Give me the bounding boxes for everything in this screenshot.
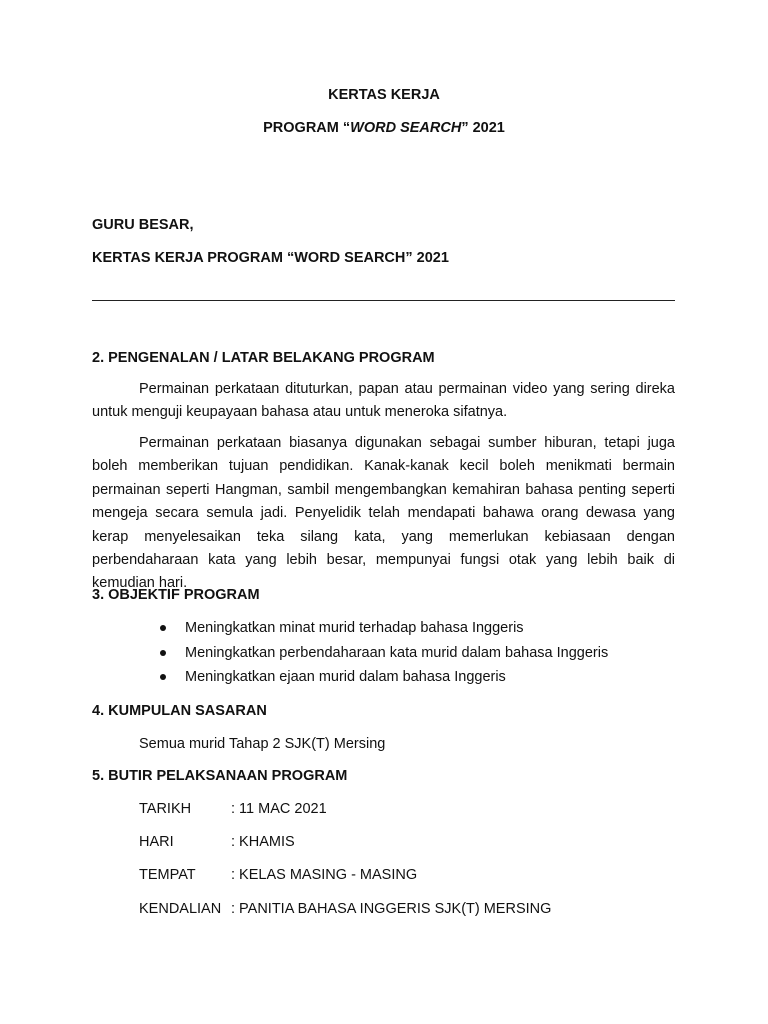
- subtitle-prefix: PROGRAM “: [263, 120, 351, 136]
- detail-value-organizer: : PANITIA BAHASA INGGERIS SJK(T) MERSING: [231, 901, 552, 917]
- addressee: GURU BESAR,: [92, 217, 194, 233]
- detail-label-date: TARIKH: [139, 801, 192, 817]
- subject-line: KERTAS KERJA PROGRAM “WORD SEARCH” 2021: [92, 250, 449, 266]
- list-item: [160, 643, 608, 668]
- subtitle-suffix: ” 2021: [461, 120, 505, 136]
- section-heading-details: 5. BUTIR PELAKSANAAN PROGRAM: [92, 768, 348, 784]
- list-item: [160, 618, 608, 643]
- objective-text: Meningkatkan perbendaharaan kata murid dalam bahasa Inggeris: [185, 644, 609, 661]
- detail-value-venue: : KELAS MASING - MASING: [231, 867, 418, 883]
- divider-line: [92, 300, 675, 301]
- bullet-icon: [160, 650, 166, 656]
- list-item: [160, 667, 608, 692]
- detail-value-date: : 11 MAC 2021: [231, 801, 327, 817]
- intro-paragraph-1: Permainan perkataan dituturkan, papan atau permainan video yang sering direka untuk menguji keupayaan bahasa atau untuk meneroka sifatnya.: [92, 381, 675, 421]
- bullet-icon: [160, 674, 166, 680]
- detail-label-organizer: KENDALIAN: [139, 901, 222, 917]
- detail-value-day: : KHAMIS: [231, 834, 295, 850]
- objective-text: Meningkatkan ejaan murid dalam bahasa Inggeris: [185, 669, 506, 685]
- intro-paragraph-2: Permainan perkataan biasanya digunakan sebagai sumber hiburan, tetapi juga boleh memberikan tujuan pendidikan. Kanak-kanak kecil boleh menikmati bermain permainan seperti Hangman, sambil mengembangkan kemahiran bahasa penting seperti mengeja secara semula jadi. Penyelidik telah mendapati bahawa orang dewasa yang kerap menyelesaikan teka silang kata, yang memerlukan kebiasaan dengan perbendaharaan kata yang lebih besar, mempunyai fungsi otak yang lebih baik di kemudian hari.: [92, 435, 675, 592]
- section-heading-target: 4. KUMPULAN SASARAN: [92, 703, 267, 719]
- section-heading-intro: 2. PENGENALAN / LATAR BELAKANG PROGRAM: [92, 350, 435, 366]
- objectives-list: [160, 618, 608, 692]
- detail-label-venue: TEMPAT: [139, 867, 196, 883]
- subtitle-italic: WORD SEARCH: [350, 120, 462, 136]
- document-title: KERTAS KERJA: [328, 87, 440, 103]
- target-group-text: Semua murid Tahap 2 SJK(T) Mersing: [139, 736, 386, 752]
- detail-label-day: HARI: [139, 834, 174, 850]
- section-heading-objectives: 3. OBJEKTIF PROGRAM: [92, 587, 260, 603]
- bullet-icon: [160, 625, 166, 631]
- objective-text: Meningkatkan minat murid terhadap bahasa Inggeris: [185, 620, 524, 636]
- document-subtitle: [0, 120, 768, 136]
